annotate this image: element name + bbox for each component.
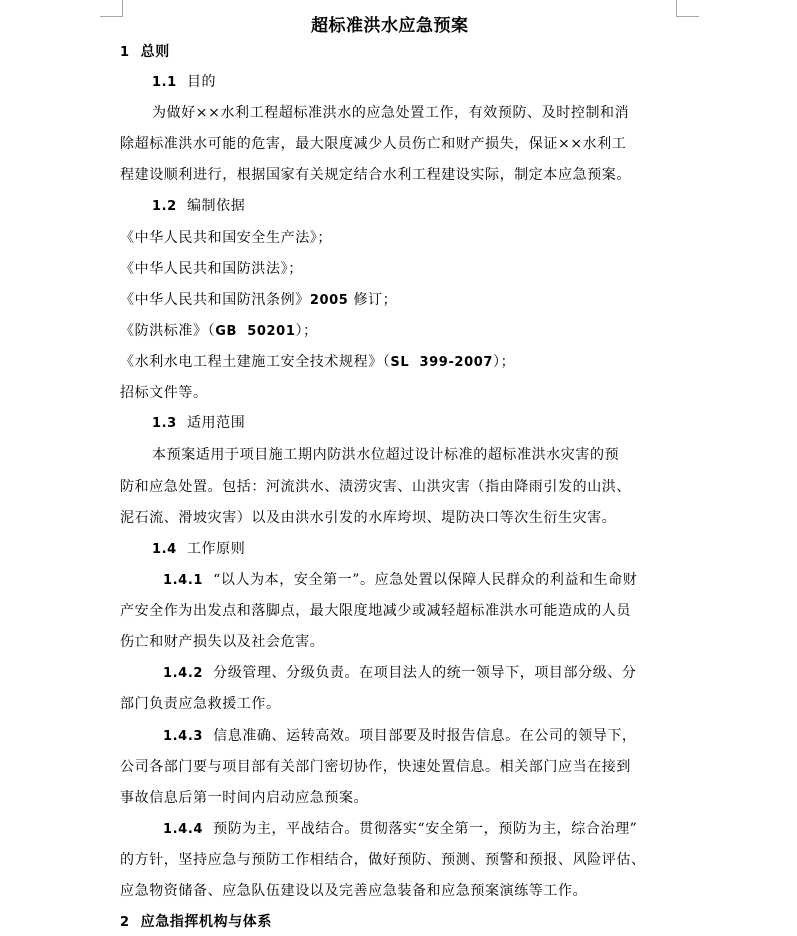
heading-number: 1.3	[152, 416, 177, 431]
basis-text: 《防洪标准》（	[120, 323, 216, 339]
basis-code: GB 50201	[215, 324, 296, 339]
basis-item-2: 《中华人民共和国防洪法》；	[120, 261, 303, 277]
principle-1-4-3-line-1	[163, 725, 637, 748]
basis-text: ）；	[493, 354, 516, 370]
heading-1-2	[152, 195, 245, 218]
principle-1-4-1-line-3: 伤亡和财产损失以及社会危害。	[120, 634, 325, 650]
heading-number: 2	[120, 915, 130, 930]
principle-text: 信息准确、运转高效。项目部要及时报告信息。在公司的领导下，	[213, 728, 637, 744]
principle-1-4-2-line-2: 部门负责应急救援工作。	[120, 696, 281, 712]
principle-number: 1.4.2	[163, 666, 204, 681]
heading-text: 目的	[186, 74, 217, 90]
principle-1-4-4-line-3: 应急物资储备、应急队伍建设以及完善应急装备和应急预案演练等工作。	[120, 883, 588, 899]
basis-item-5	[120, 351, 515, 374]
basis-item-6: 招标文件等。	[120, 385, 208, 401]
basis-item-1: 《中华人民共和国安全生产法》；	[120, 230, 332, 246]
heading-text: 适用范围	[186, 415, 246, 431]
scope-line-2: 防和应急处置。包括：河流洪水、渍涝灾害、山洪灾害（指由降雨引发的山洪、	[120, 479, 631, 495]
heading-1-3	[152, 412, 245, 435]
document-title: 超标准洪水应急预案	[311, 16, 469, 36]
principle-1-4-3-line-2: 公司各部门要与项目部有关部门密切协作，快速处置信息。相关部门应当在接到	[120, 759, 631, 775]
principle-text: “以人为本，安全第一”。应急处置以保障人民群众的利益和生命财	[213, 572, 638, 588]
principle-text: 分级管理、分级负责。在项目法人的统一领导下，项目部分级、分	[213, 665, 637, 681]
heading-number: 1.4	[152, 542, 177, 557]
scope-line-1: 本预案适用于项目施工期内防洪水位超过设计标准的超标准洪水灾害的预	[152, 447, 620, 463]
scope-line-3: 泥石流、滑坡灾害）以及由洪水引发的水库垮坝、堤防决口等次生衍生灾害。	[120, 510, 617, 526]
heading-text: 工作原则	[186, 541, 246, 557]
purpose-line-2: 除超标准洪水可能的危害，最大限度减少人员伤亡和财产损失，保证××水利工	[120, 136, 627, 152]
principle-1-4-2-line-1	[163, 662, 637, 685]
basis-text: ）；	[295, 323, 318, 339]
heading-number: 1.2	[152, 199, 177, 214]
heading-text: 编制依据	[186, 198, 246, 214]
basis-text: 修订；	[348, 292, 398, 308]
heading-1	[120, 41, 170, 64]
heading-text: 总则	[140, 44, 170, 60]
heading-2	[120, 911, 272, 934]
basis-text: 《水利水电工程土建施工安全技术规程》（	[120, 354, 391, 370]
basis-year: 2005	[309, 293, 349, 308]
heading-1-4	[152, 538, 245, 561]
principle-number: 1.4.3	[163, 729, 204, 744]
heading-text: 应急指挥机构与体系	[140, 914, 273, 930]
principle-number: 1.4.4	[163, 822, 204, 837]
principle-1-4-1-line-2: 产安全作为出发点和落脚点，最大限度地减少或减轻超标准洪水可能造成的人员	[120, 603, 631, 619]
basis-text: 《中华人民共和国防汛条例》	[120, 292, 310, 308]
principle-number: 1.4.1	[163, 573, 204, 588]
principle-1-4-3-line-3: 事故信息后第一时间内启动应急预案。	[120, 790, 369, 806]
heading-number: 1.1	[152, 75, 177, 90]
basis-code: SL 399-2007	[390, 355, 494, 370]
basis-item-3	[120, 289, 397, 312]
purpose-line-1: 为做好××水利工程超标准洪水的应急处置工作，有效预防、及时控制和消	[152, 105, 630, 121]
heading-1-1	[152, 71, 216, 94]
principle-1-4-4-line-1	[163, 818, 637, 841]
principle-text: 预防为主，平战结合。贯彻落实“安全第一，预防为主，综合治理”	[213, 821, 638, 837]
purpose-line-3: 程建设顺利进行，根据国家有关规定结合水利工程建设实际，制定本应急预案。	[120, 167, 631, 183]
principle-1-4-4-line-2: 的方针，坚持应急与预防工作相结合，做好预防、预测、预警和预报、风险评估、	[120, 852, 646, 868]
basis-item-4	[120, 320, 318, 343]
heading-number: 1	[120, 45, 130, 60]
principle-1-4-1-line-1	[163, 569, 637, 592]
